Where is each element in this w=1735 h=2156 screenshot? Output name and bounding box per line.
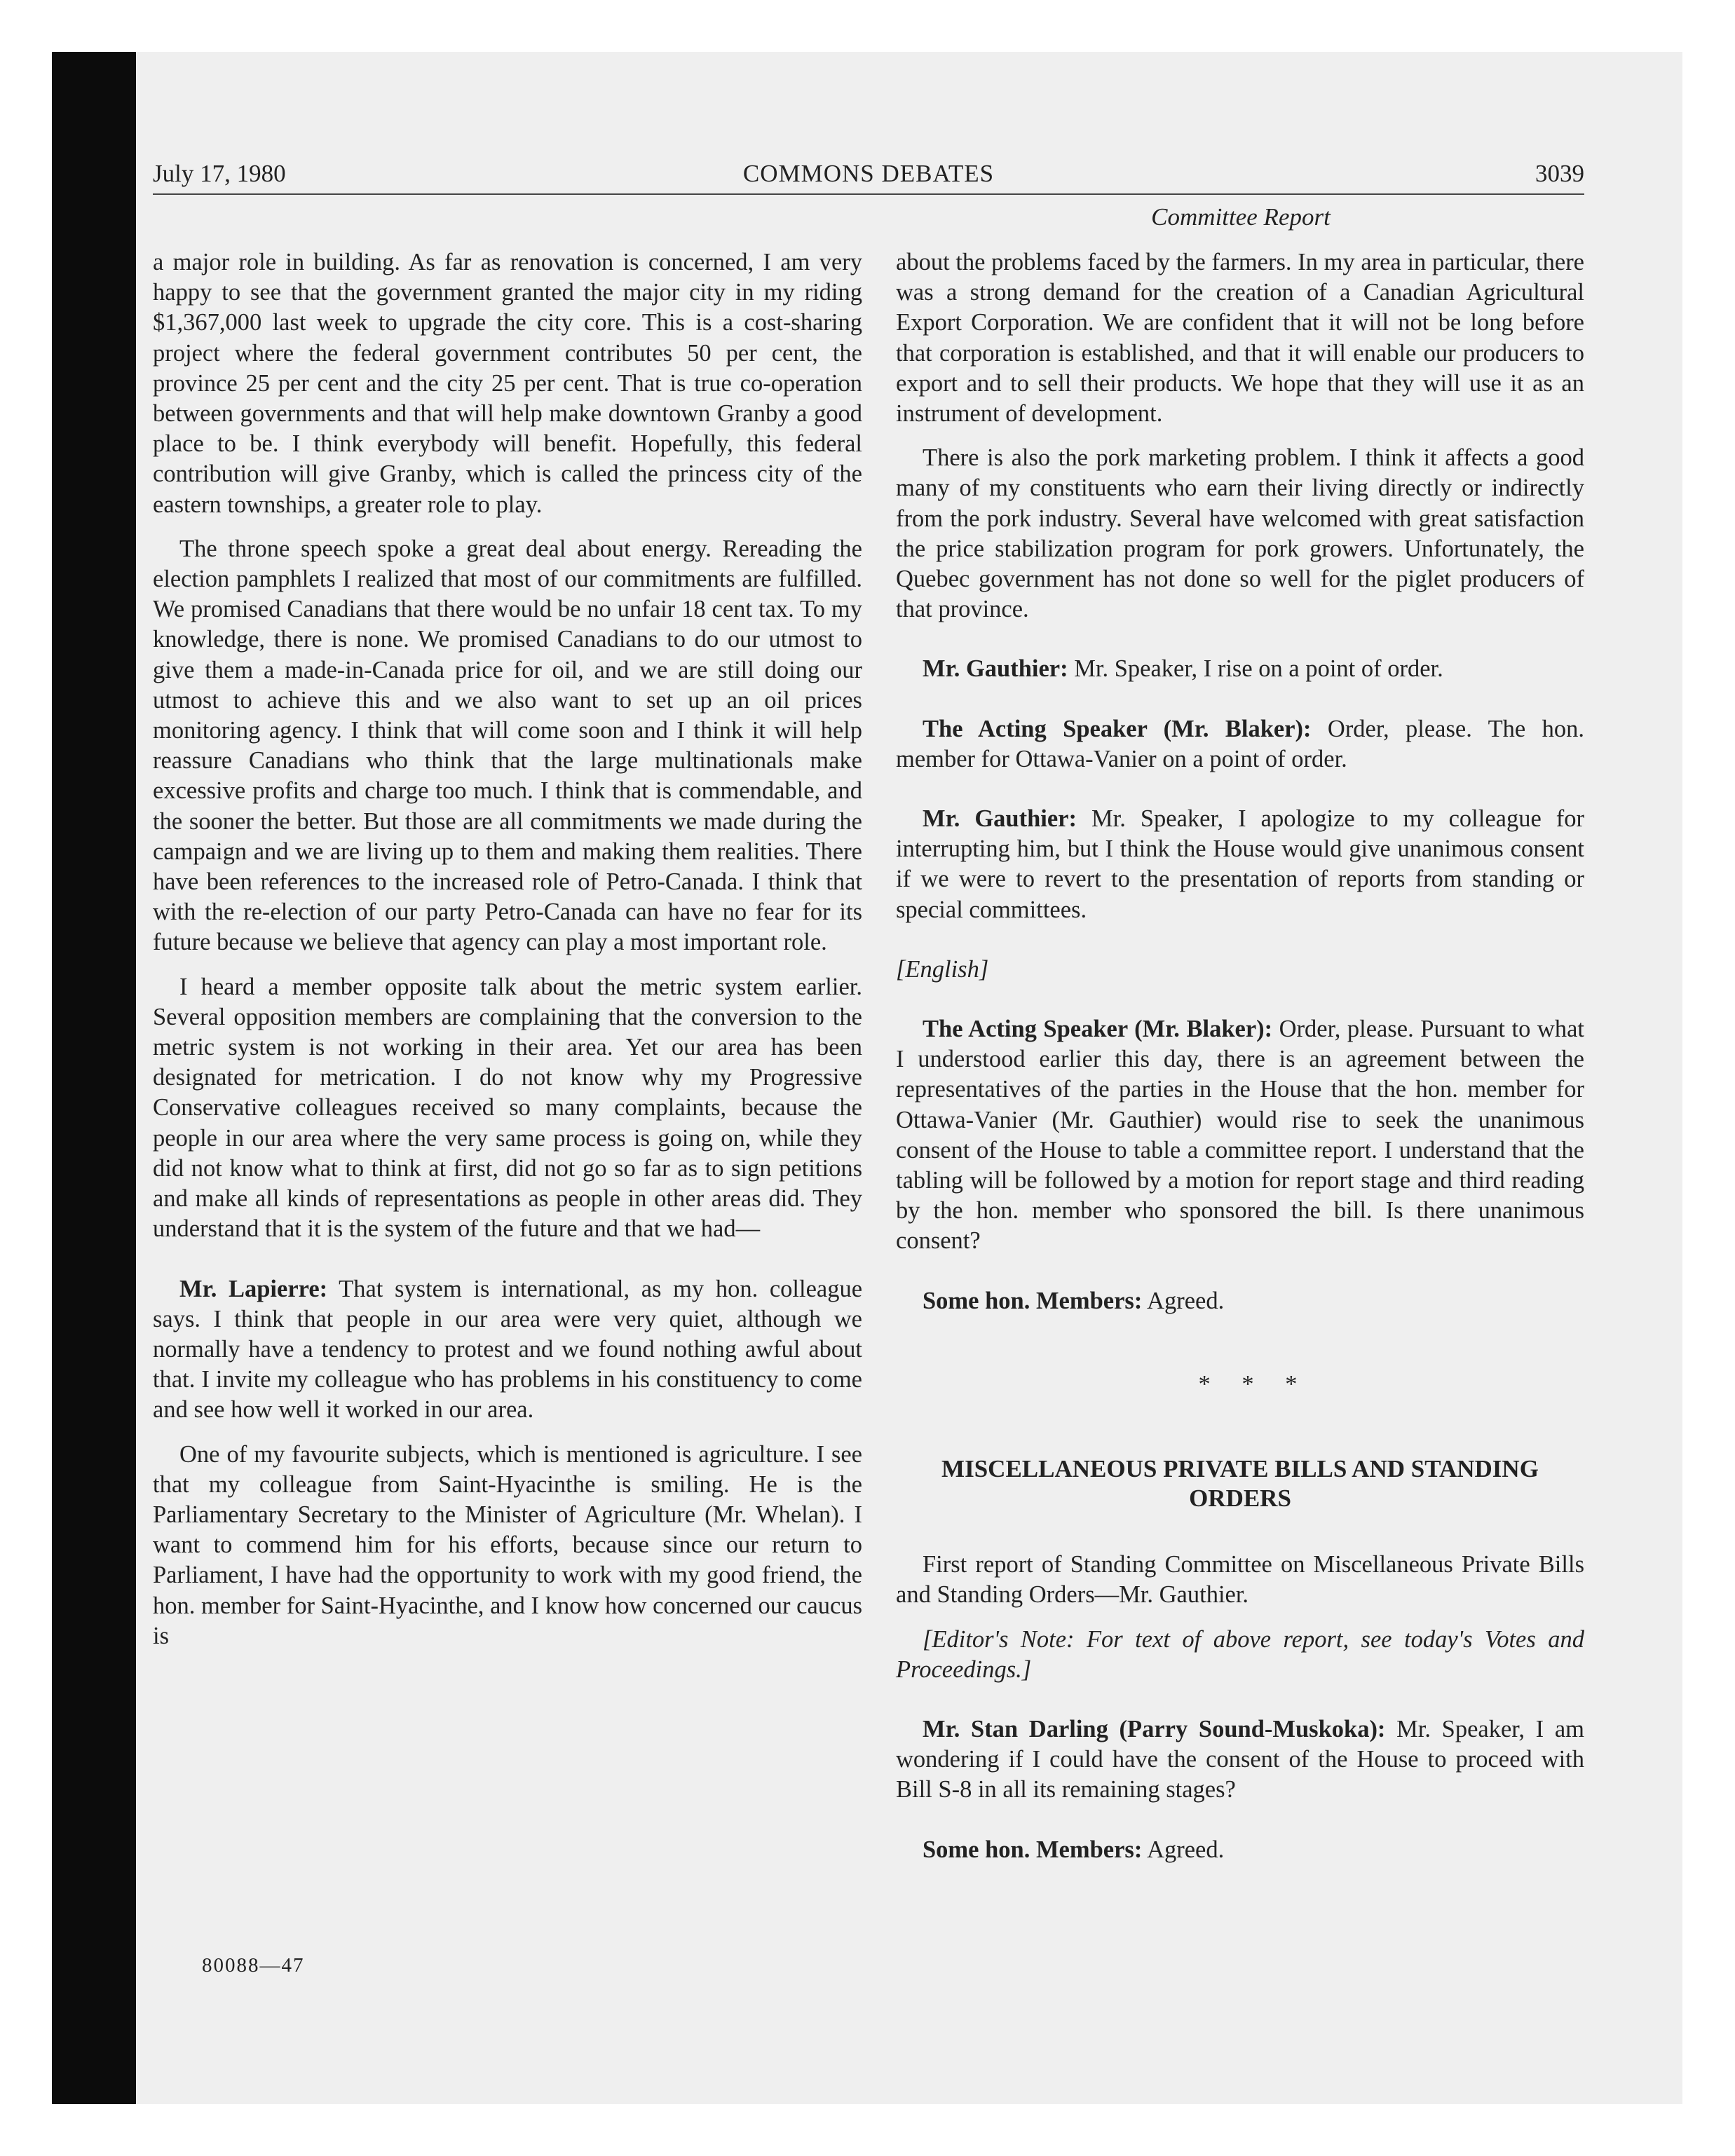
speech-paragraph <box>896 654 1584 684</box>
paragraph: I heard a member opposite talk about the metric system earlier. Several opposition members are complaining that the conversion to the metric system is not working in their area. Yet our area has been designated for metrication. I do not know why my Progressive Conservative colleagues received so many complaints, because the people in our area where the very same process is going on, while they did not know what to think at first, did not go so far as to sign petitions and make all kinds of representations as people in other areas did. They understand that it is the system of the future and that we had— <box>153 973 862 1243</box>
speech-text: Order, please. Pursuant to what I understood earlier this day, there is an agreement between the representatives of the parties in the House that the hon. member for Ottawa-Vanier (Mr. Gauthier) would rise to seek the unanimous consent of the House to table a committee report. I understand that the tabling will be followed by a motion for report stage and third reading by the hon. member who sponsored the bill. Is there unanimous consent? <box>896 1016 1584 1255</box>
language-marker: [English] <box>896 955 989 983</box>
speaker-name: The Acting Speaker (Mr. Blaker): <box>923 715 1312 742</box>
speech-paragraph <box>896 714 1584 775</box>
speech-text: Agreed. <box>1142 1836 1225 1863</box>
speech-text: Mr. Speaker, I rise on a point of order. <box>1068 655 1443 683</box>
speaker-name: Some hon. Members: <box>923 1836 1143 1863</box>
right-column <box>896 247 1584 1879</box>
section-divider: * * * <box>1198 1370 1310 1398</box>
speech-paragraph <box>896 1714 1584 1806</box>
speech-text: Mr. Speaker, I apologize to my colleague for interrupting him, but I think the House would give unanimous consent if we were to revert to the presentation of reports from standing or special committees. <box>896 805 1584 923</box>
page-number: 3039 <box>1535 160 1584 187</box>
speech-paragraph <box>896 1286 1584 1316</box>
paragraph: One of my favourite subjects, which is mentioned is agriculture. I see that my colleague from Saint-Hyacinthe is smiling. He is the Parliamentary Secretary to the Minister of Agriculture (Mr. Whelan). I want to commend him for his efforts, because since our return to Parliament, I have had the opportunity to work with my good friend, the hon. member for Saint-Hyacinthe, and I know how concerned our caucus is <box>153 1440 862 1649</box>
editor-note: [Editor's Note: For text of above report, see today's Votes and Proceedings.] <box>896 1625 1584 1683</box>
speech-paragraph <box>896 1014 1584 1257</box>
paragraph: There is also the pork marketing problem. I think it affects a good many of my constituents who earn their living directly or indirectly from the pork industry. Several have welcomed with great satisfaction the price stabilization program for pork growers. Unfortunately, the Quebec government has not done so well for the piglet producers of that province. <box>896 444 1584 623</box>
section-heading: MISCELLANEOUS PRIVATE BILLS AND STANDING ORDERS <box>941 1455 1539 1513</box>
paragraph: The throne speech spoke a great deal about energy. Rereading the election pamphlets I realized that most of our commitments are fulfilled. We promised Canadians that there would be no unfair 18 cent tax. To my knowledge, there is none. We promised Canadians to do our utmost to give them a made-in-Canada price for oil, and we are still doing our utmost to achieve this and we also want to set up an oil prices monitoring agency. I think that will come soon and I think it will help reassure Canadians who think that the large multinationals make excessive profits and charge too much. I think that is commendable, and the sooner the better. But those are all commitments we made during the campaign and we are living up to them and making them realities. There have been references to the increased role of Petro-Canada. I think that with the re-election of our party Petro-Canada can have no fear for its future because we believe that agency can play a most important role. <box>153 535 862 956</box>
section-label: Committee Report <box>1151 203 1331 231</box>
header-date: July 17, 1980 <box>153 160 286 187</box>
left-column <box>153 247 862 1665</box>
paragraph: First report of Standing Committee on Miscellaneous Private Bills and Standing Orders—Mr. Gauthier. <box>896 1551 1584 1609</box>
speech-paragraph <box>896 804 1584 925</box>
page-header <box>153 158 1584 195</box>
speech-text: Agreed. <box>1142 1287 1225 1314</box>
speech-text: Order, please. The hon. member for Ottawa-Vanier on a point of order. <box>896 715 1584 772</box>
speech-paragraph <box>896 1835 1584 1865</box>
header-title: COMMONS DEBATES <box>742 160 995 187</box>
speaker-name: Mr. Lapierre: <box>179 1275 328 1302</box>
scan-binding-edge <box>52 52 136 2104</box>
footer-code: 80088—47 <box>202 1954 305 1977</box>
paragraph: a major role in building. As far as renovation is concerned, I am very happy to see that the government granted the major city in my riding $1,367,000 last week to upgrade the city core. This is a cost-sharing project where the federal government contributes 50 per cent, the province 25 per cent and the city 25 per cent. That is true co-operation between governments and that will help make downtown Granby a good place to be. I think everybody will benefit. Hopefully, this federal contribution will give Granby, which is called the princess city of the eastern townships, a greater role to play. <box>153 249 862 518</box>
speech-text: Mr. Speaker, I am wondering if I could have the consent of the House to proceed with Bill S-8 in all its remaining stages? <box>896 1715 1584 1803</box>
speaker-name: Mr. Stan Darling (Parry Sound-Muskoka): <box>923 1715 1386 1742</box>
paragraph: about the problems faced by the farmers. In my area in particular, there was a strong demand for the creation of a Canadian Agricultural Export Corporation. We are confident that it will not be long before that corporation is established, and that it will enable our producers to export and to sell their products. We hope that they will use it as an instrument of development. <box>896 249 1584 428</box>
speech-text: That system is international, as my hon. colleague says. I think that people in our area were very quiet, although we normally have a tendency to protest and we found nothing awful about that. I invite my colleague who has problems in his constituency to come and see how well it worked in our area. <box>153 1275 863 1424</box>
speaker-name: The Acting Speaker (Mr. Blaker): <box>923 1016 1273 1043</box>
speaker-name: Mr. Gauthier: <box>923 655 1068 683</box>
speaker-name: Mr. Gauthier: <box>923 805 1077 833</box>
speech-paragraph <box>153 1274 862 1426</box>
speaker-name: Some hon. Members: <box>923 1287 1143 1314</box>
